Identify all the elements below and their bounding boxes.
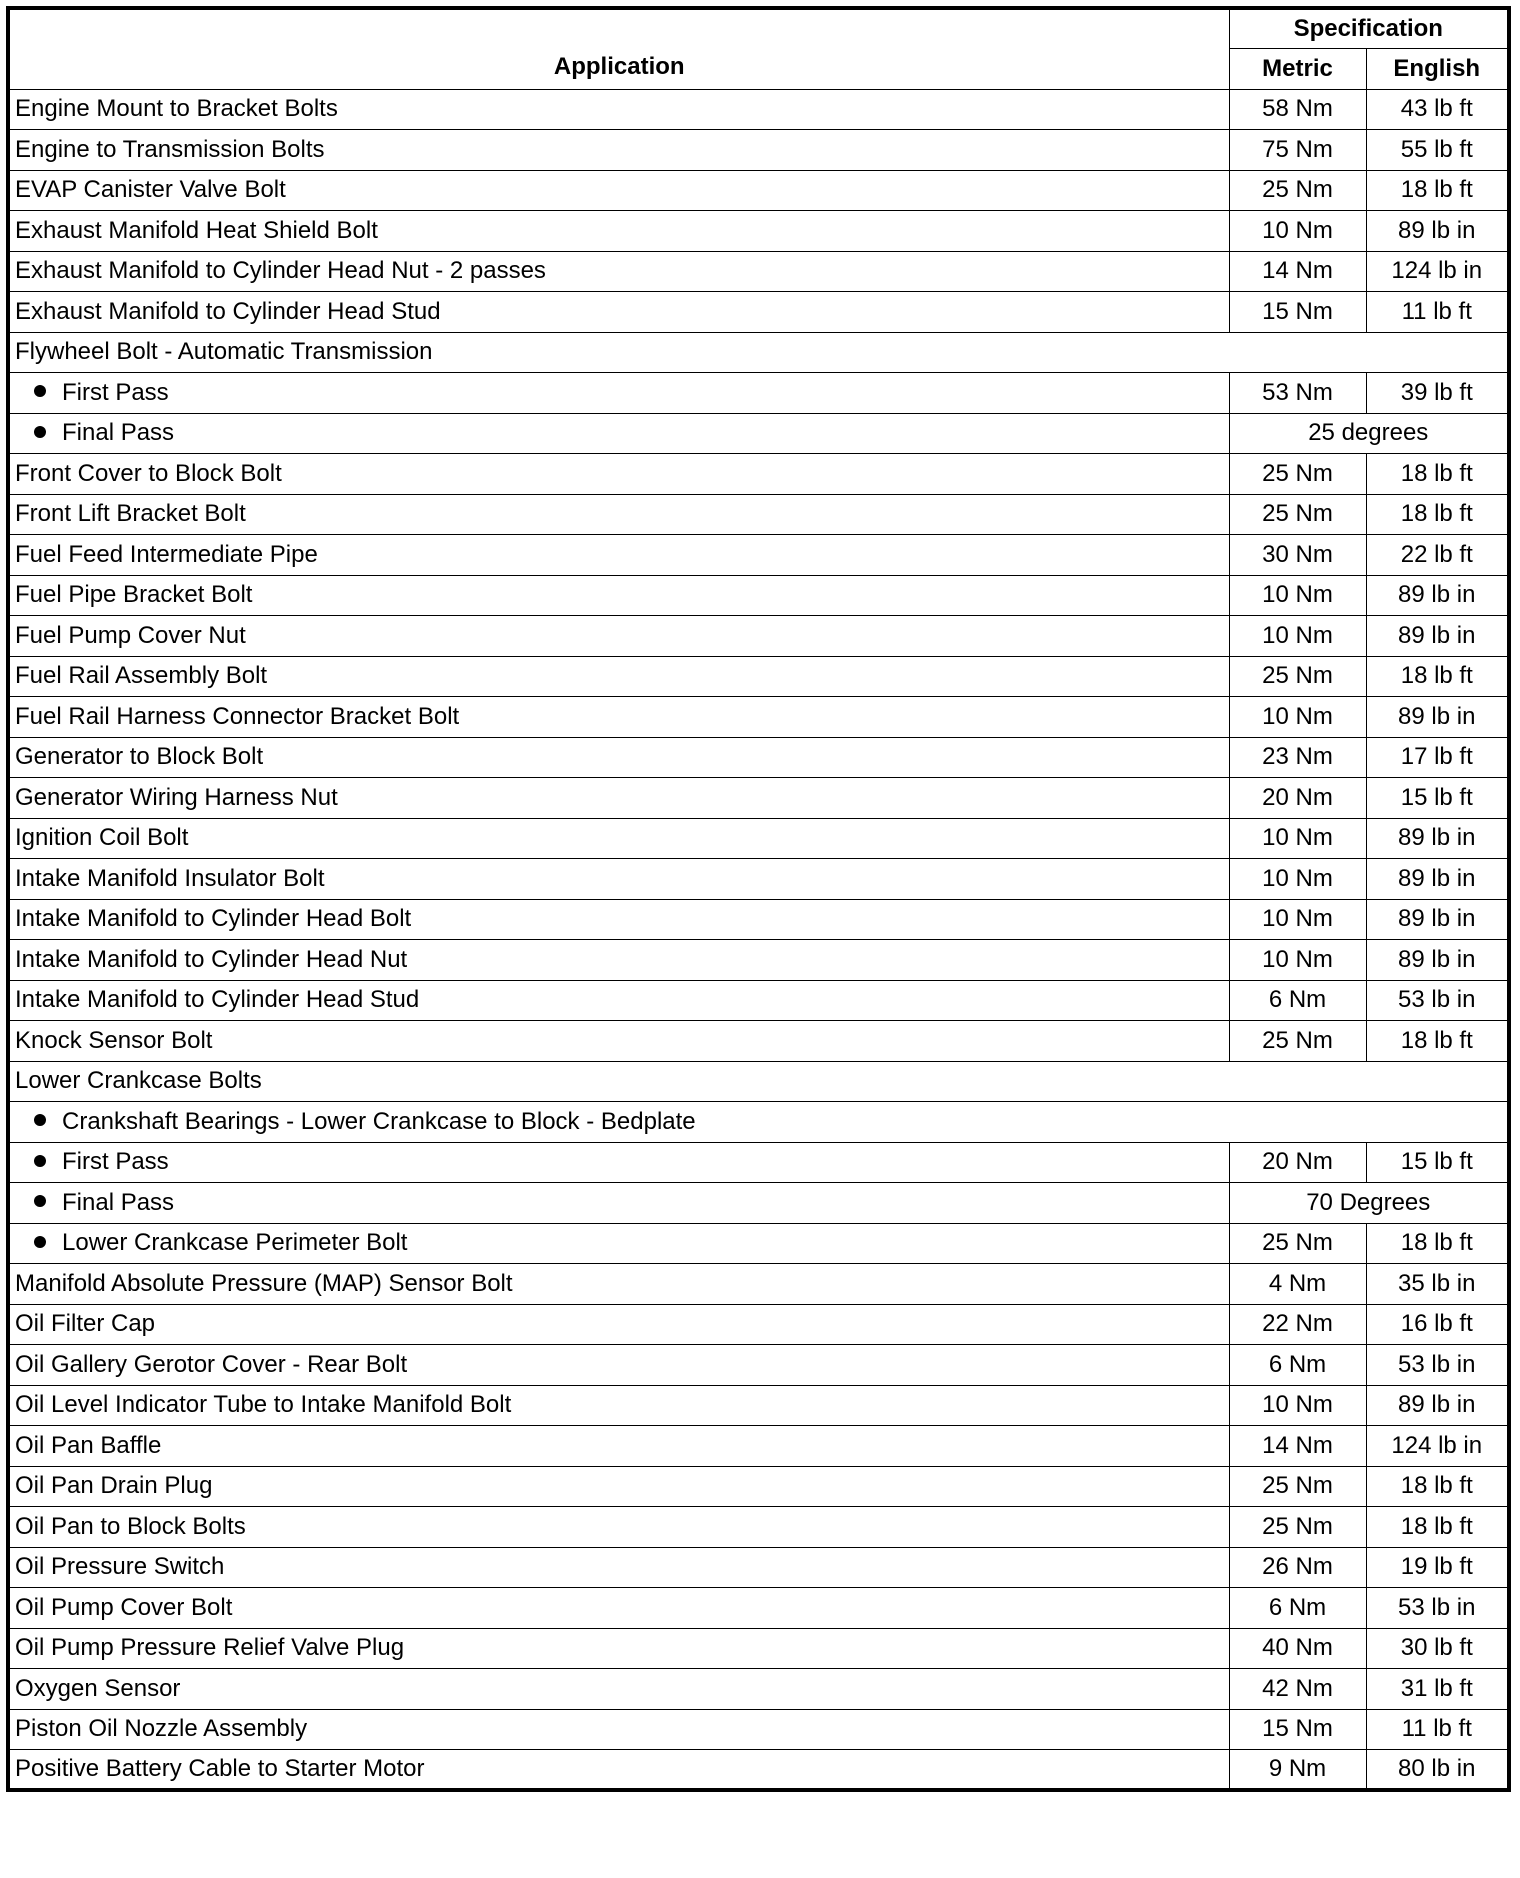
application-label: First Pass [62,1148,169,1176]
application-label: Generator Wiring Harness Nut [15,783,338,811]
english-cell: 39 lb ft [1366,373,1509,414]
table-row [8,251,1509,292]
english-cell: 18 lb ft [1366,1223,1509,1264]
english-cell: 89 lb in [1366,575,1509,616]
table-row [8,1547,1509,1588]
application-label: First Pass [62,378,169,406]
table-row [8,130,1509,171]
metric-cell: 25 Nm [1229,494,1366,535]
application-label: Oil Level Indicator Tube to Intake Manifold Bolt [15,1391,512,1419]
bullet-icon [34,385,46,397]
english-cell: 124 lb in [1366,1426,1509,1467]
table-row [8,1223,1509,1264]
table-row [8,859,1509,900]
table-row [8,170,1509,211]
english-cell: 22 lb ft [1366,535,1509,576]
application-cell [8,1142,1229,1183]
application-label: Generator to Block Bolt [15,743,264,771]
application-label: Front Lift Bracket Bolt [15,500,246,528]
metric-cell: 15 Nm [1229,292,1366,333]
english-cell: 89 lb in [1366,818,1509,859]
table-row [8,1628,1509,1669]
application-cell [8,292,1229,333]
metric-cell: 10 Nm [1229,697,1366,738]
english-cell: 89 lb in [1366,899,1509,940]
english-cell: 53 lb in [1366,1345,1509,1386]
table-row [8,1385,1509,1426]
table-row [8,575,1509,616]
metric-cell: 25 Nm [1229,1021,1366,1062]
table-row [8,616,1509,657]
metric-cell: 40 Nm [1229,1628,1366,1669]
application-cell [8,211,1229,252]
english-cell: 15 lb ft [1366,778,1509,819]
angle-spec-cell: 25 degrees [1229,413,1509,454]
application-label: Intake Manifold to Cylinder Head Stud [15,986,420,1014]
table-row [8,1264,1509,1305]
metric-cell: 10 Nm [1229,859,1366,900]
table-row [8,1750,1509,1791]
application-label: Oil Pump Pressure Relief Valve Plug [15,1634,405,1662]
table-row [8,292,1509,333]
metric-cell: 10 Nm [1229,818,1366,859]
english-cell: 19 lb ft [1366,1547,1509,1588]
application-header: Application [8,8,1229,89]
application-label: Manifold Absolute Pressure (MAP) Sensor Bolt [15,1269,513,1297]
application-label: Oxygen Sensor [15,1674,181,1702]
application-cell [8,575,1229,616]
application-cell [8,1750,1229,1791]
application-label: Crankshaft Bearings - Lower Crankcase to Block - Bedplate [62,1107,696,1135]
application-cell [8,494,1229,535]
english-cell: 89 lb in [1366,697,1509,738]
application-cell [8,778,1229,819]
english-header: English [1366,49,1509,90]
metric-cell: 6 Nm [1229,1588,1366,1629]
metric-cell: 14 Nm [1229,1426,1366,1467]
metric-cell: 58 Nm [1229,89,1366,130]
table-row [8,697,1509,738]
metric-cell: 10 Nm [1229,616,1366,657]
english-cell: 55 lb ft [1366,130,1509,171]
english-cell: 16 lb ft [1366,1304,1509,1345]
metric-cell: 20 Nm [1229,1142,1366,1183]
english-cell: 124 lb in [1366,251,1509,292]
table-row [8,1426,1509,1467]
metric-cell: 25 Nm [1229,1466,1366,1507]
english-cell: 11 lb ft [1366,292,1509,333]
table-row [8,737,1509,778]
table-row [8,494,1509,535]
application-label: Lower Crankcase Perimeter Bolt [62,1229,408,1257]
english-cell: 89 lb in [1366,616,1509,657]
application-label: Fuel Feed Intermediate Pipe [15,540,318,568]
metric-cell: 23 Nm [1229,737,1366,778]
metric-cell: 10 Nm [1229,575,1366,616]
english-cell: 18 lb ft [1366,454,1509,495]
application-label: Oil Filter Cap [15,1310,156,1338]
english-cell: 17 lb ft [1366,737,1509,778]
metric-cell: 14 Nm [1229,251,1366,292]
english-cell: 18 lb ft [1366,656,1509,697]
table-row [8,1709,1509,1750]
application-label: Ignition Coil Bolt [15,824,189,852]
application-cell [8,1588,1229,1629]
application-label: Engine Mount to Bracket Bolts [15,95,338,123]
application-cell [8,1345,1229,1386]
torque-spec-table [6,6,1511,1792]
application-cell [8,1223,1229,1264]
application-cell [8,1061,1509,1102]
table-row [8,778,1509,819]
application-label: Positive Battery Cable to Starter Motor [15,1755,425,1782]
application-label: Fuel Pipe Bracket Bolt [15,581,253,609]
english-cell: 89 lb in [1366,859,1509,900]
metric-cell: 30 Nm [1229,535,1366,576]
english-cell: 89 lb in [1366,1385,1509,1426]
metric-cell: 53 Nm [1229,373,1366,414]
metric-cell: 4 Nm [1229,1264,1366,1305]
application-cell [8,818,1229,859]
metric-cell: 25 Nm [1229,656,1366,697]
application-cell [8,656,1229,697]
metric-cell: 9 Nm [1229,1750,1366,1791]
application-label: Fuel Rail Assembly Bolt [15,662,268,690]
application-label: Oil Pan to Block Bolts [15,1512,246,1540]
english-cell: 18 lb ft [1366,1466,1509,1507]
application-label: Knock Sensor Bolt [15,1026,213,1054]
table-row [8,656,1509,697]
application-label: Fuel Pump Cover Nut [15,621,246,649]
table-row [8,1588,1509,1629]
application-cell [8,170,1229,211]
english-cell: 18 lb ft [1366,1021,1509,1062]
application-cell [8,697,1229,738]
english-cell: 43 lb ft [1366,89,1509,130]
bullet-icon [34,1155,46,1167]
metric-header: Metric [1229,49,1366,90]
application-cell [8,1021,1229,1062]
table-row [8,1142,1509,1183]
application-cell [8,89,1229,130]
application-label: Exhaust Manifold to Cylinder Head Nut - 2 passes [15,257,546,285]
metric-cell: 22 Nm [1229,1304,1366,1345]
angle-spec-cell: 70 Degrees [1229,1183,1509,1224]
application-label: Lower Crankcase Bolts [15,1067,262,1095]
table-row [8,1466,1509,1507]
bullet-icon [34,1236,46,1248]
metric-cell: 20 Nm [1229,778,1366,819]
metric-cell: 10 Nm [1229,1385,1366,1426]
application-label: EVAP Canister Valve Bolt [15,176,286,204]
header-row-top [8,8,1509,49]
table-row [8,1507,1509,1548]
application-cell [8,940,1229,981]
table-header [8,8,1509,89]
table-row [8,89,1509,130]
metric-cell: 75 Nm [1229,130,1366,171]
table-row [8,211,1509,252]
application-label: Intake Manifold to Cylinder Head Bolt [15,905,412,933]
application-label: Intake Manifold to Cylinder Head Nut [15,945,408,973]
application-cell [8,1183,1229,1224]
english-cell: 89 lb in [1366,211,1509,252]
table-row [8,373,1509,414]
application-label: Engine to Transmission Bolts [15,135,325,163]
metric-cell: 25 Nm [1229,454,1366,495]
application-label: Exhaust Manifold to Cylinder Head Stud [15,297,441,325]
table-row [8,899,1509,940]
table-row [8,980,1509,1021]
metric-cell: 10 Nm [1229,899,1366,940]
application-label: Fuel Rail Harness Connector Bracket Bolt [15,702,460,730]
metric-cell: 15 Nm [1229,1709,1366,1750]
application-cell [8,1669,1229,1710]
metric-cell: 25 Nm [1229,170,1366,211]
application-label: Oil Pan Drain Plug [15,1472,213,1500]
application-label: Oil Pump Cover Bolt [15,1593,233,1621]
bullet-icon [34,1114,46,1126]
application-cell [8,616,1229,657]
english-cell: 18 lb ft [1366,494,1509,535]
metric-cell: 25 Nm [1229,1507,1366,1548]
application-label: Intake Manifold Insulator Bolt [15,864,325,892]
application-cell [8,980,1229,1021]
application-cell [8,1264,1229,1305]
application-cell [8,1466,1229,1507]
application-label: Flywheel Bolt - Automatic Transmission [15,338,433,366]
table-body [8,89,1509,1790]
application-cell [8,899,1229,940]
application-label: Oil Gallery Gerotor Cover - Rear Bolt [15,1350,408,1378]
application-cell [8,332,1509,373]
application-label: Piston Oil Nozzle Assembly [15,1715,308,1743]
metric-cell: 10 Nm [1229,211,1366,252]
english-cell: 11 lb ft [1366,1709,1509,1750]
specification-header: Specification [1229,8,1509,49]
table-row [8,454,1509,495]
table-row [8,1345,1509,1386]
application-label: Exhaust Manifold Heat Shield Bolt [15,216,378,244]
application-cell [8,1102,1509,1143]
application-cell [8,1547,1229,1588]
application-cell [8,1304,1229,1345]
application-cell [8,1426,1229,1467]
application-cell [8,859,1229,900]
table-row [8,1669,1509,1710]
application-cell [8,413,1229,454]
application-cell [8,1385,1229,1426]
table-row [8,1183,1509,1224]
application-cell [8,130,1229,171]
metric-cell: 26 Nm [1229,1547,1366,1588]
application-cell [8,1507,1229,1548]
metric-cell: 6 Nm [1229,980,1366,1021]
table-section-row [8,332,1509,373]
application-label: Final Pass [62,419,175,447]
table-row [8,1304,1509,1345]
english-cell: 89 lb in [1366,940,1509,981]
english-cell: 18 lb ft [1366,1507,1509,1548]
english-cell: 53 lb in [1366,980,1509,1021]
application-label: Oil Pan Baffle [15,1431,162,1459]
english-cell: 30 lb ft [1366,1628,1509,1669]
bullet-icon [34,1195,46,1207]
application-cell [8,1709,1229,1750]
english-cell: 31 lb ft [1366,1669,1509,1710]
table-row [8,413,1509,454]
english-cell: 35 lb in [1366,1264,1509,1305]
application-cell [8,373,1229,414]
metric-cell: 6 Nm [1229,1345,1366,1386]
application-cell [8,737,1229,778]
table-section-row [8,1102,1509,1143]
application-label: Final Pass [62,1188,175,1216]
bullet-icon [34,426,46,438]
application-label: Oil Pressure Switch [15,1553,225,1581]
english-cell: 53 lb in [1366,1588,1509,1629]
english-cell: 18 lb ft [1366,170,1509,211]
english-cell: 80 lb in [1366,1750,1509,1791]
application-cell [8,454,1229,495]
application-label: Front Cover to Block Bolt [15,459,282,487]
table-row [8,1021,1509,1062]
table-row [8,940,1509,981]
english-cell: 15 lb ft [1366,1142,1509,1183]
application-cell [8,251,1229,292]
table-section-row [8,1061,1509,1102]
table-row [8,818,1509,859]
metric-cell: 25 Nm [1229,1223,1366,1264]
application-cell [8,535,1229,576]
application-cell [8,1628,1229,1669]
metric-cell: 10 Nm [1229,940,1366,981]
table-row [8,535,1509,576]
metric-cell: 42 Nm [1229,1669,1366,1710]
